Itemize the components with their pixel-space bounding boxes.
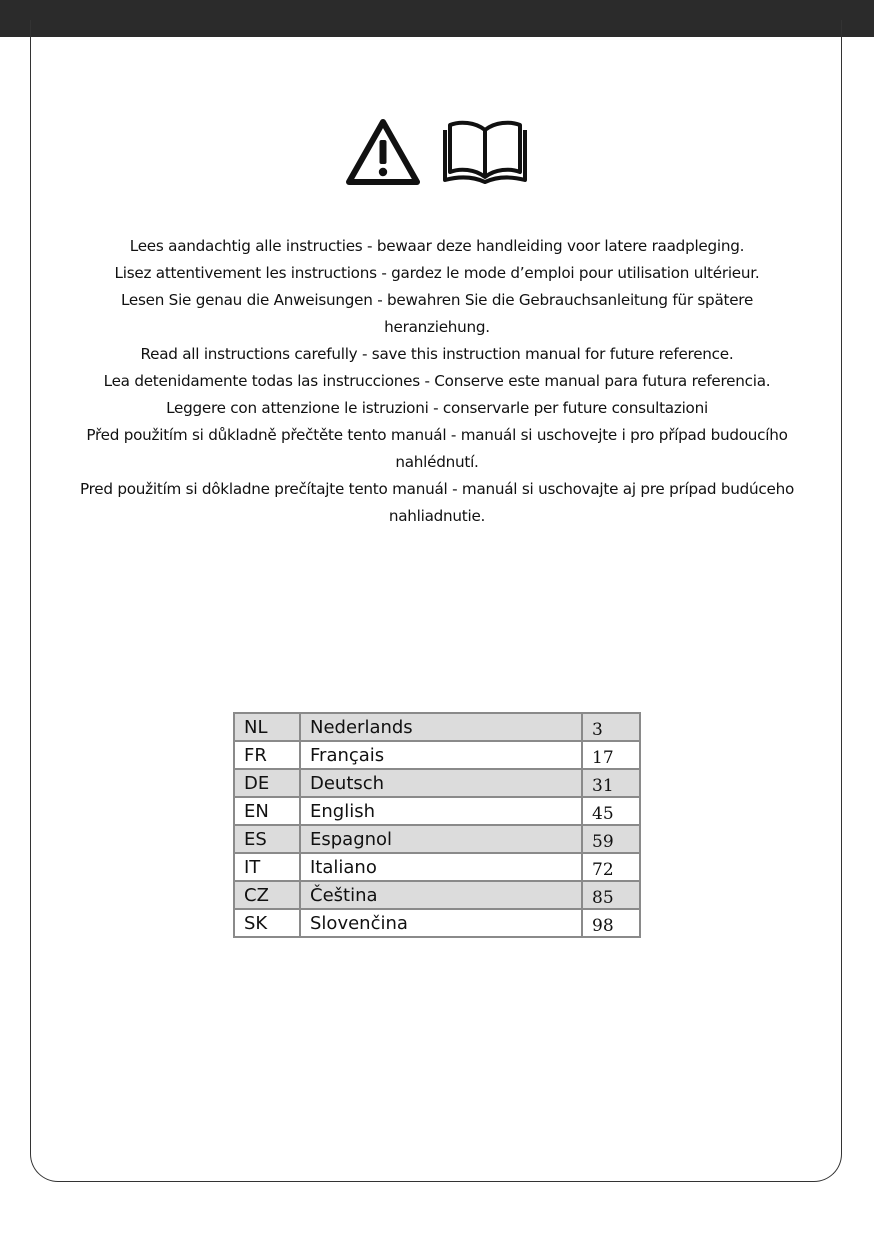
- warning-icon: [346, 118, 420, 186]
- manual-icon: [442, 118, 528, 184]
- instruction-fr: Lisez attentivement les instructions - gardez le mode d’emploi pour utilisation ultérieur.: [114, 264, 760, 282]
- language-table: [233, 712, 641, 938]
- language-code: IT: [234, 853, 300, 881]
- page-number: 31: [582, 769, 640, 797]
- table-row: [234, 713, 640, 741]
- instruction-en: Read all instructions carefully - save this instruction manual for future reference.: [140, 345, 734, 363]
- table-row: [234, 825, 640, 853]
- instructions-text: [80, 233, 794, 530]
- language-name: Deutsch: [300, 769, 582, 797]
- table-row: [234, 881, 640, 909]
- table-row: [234, 769, 640, 797]
- instruction-sk: Pred použitím si dôkladne prečítajte tento manuál - manuál si uschovajte aj pre prípad budúceho nahliadnutie.: [80, 480, 794, 525]
- language-name: Italiano: [300, 853, 582, 881]
- table-row: [234, 797, 640, 825]
- page-number: 59: [582, 825, 640, 853]
- language-name: English: [300, 797, 582, 825]
- instruction-nl: Lees aandachtig alle instructies - bewaar deze handleiding voor latere raadpleging.: [129, 237, 745, 255]
- instruction-it: Leggere con attenzione le istruzioni - conservarle per future consultazioni: [166, 399, 708, 417]
- language-name: Nederlands: [300, 713, 582, 741]
- table-row: [234, 853, 640, 881]
- instruction-cz: Před použitím si důkladně přečtěte tento manuál - manuál si uschovejte i pro případ budoucího nahlédnutí.: [86, 426, 788, 471]
- page-number: 98: [582, 909, 640, 937]
- language-code: CZ: [234, 881, 300, 909]
- language-name: Français: [300, 741, 582, 769]
- page-frame: [30, 20, 842, 1182]
- instruction-es: Lea detenidamente todas las instrucciones - Conserve este manual para futura referencia.: [103, 372, 771, 390]
- page-number: 45: [582, 797, 640, 825]
- page-number: 17: [582, 741, 640, 769]
- language-name: Čeština: [300, 881, 582, 909]
- language-code: FR: [234, 741, 300, 769]
- page-number: 85: [582, 881, 640, 909]
- safety-icons: [0, 118, 874, 186]
- language-code: EN: [234, 797, 300, 825]
- language-name: Slovenčina: [300, 909, 582, 937]
- language-name: Espagnol: [300, 825, 582, 853]
- page-number: 3: [582, 713, 640, 741]
- language-code: DE: [234, 769, 300, 797]
- page-number: 72: [582, 853, 640, 881]
- language-code: NL: [234, 713, 300, 741]
- language-code: ES: [234, 825, 300, 853]
- language-code: SK: [234, 909, 300, 937]
- table-row: [234, 741, 640, 769]
- table-row: [234, 909, 640, 937]
- instruction-de: Lesen Sie genau die Anweisungen - bewahren Sie die Gebrauchsanleitung für spätere heranziehung.: [120, 291, 754, 336]
